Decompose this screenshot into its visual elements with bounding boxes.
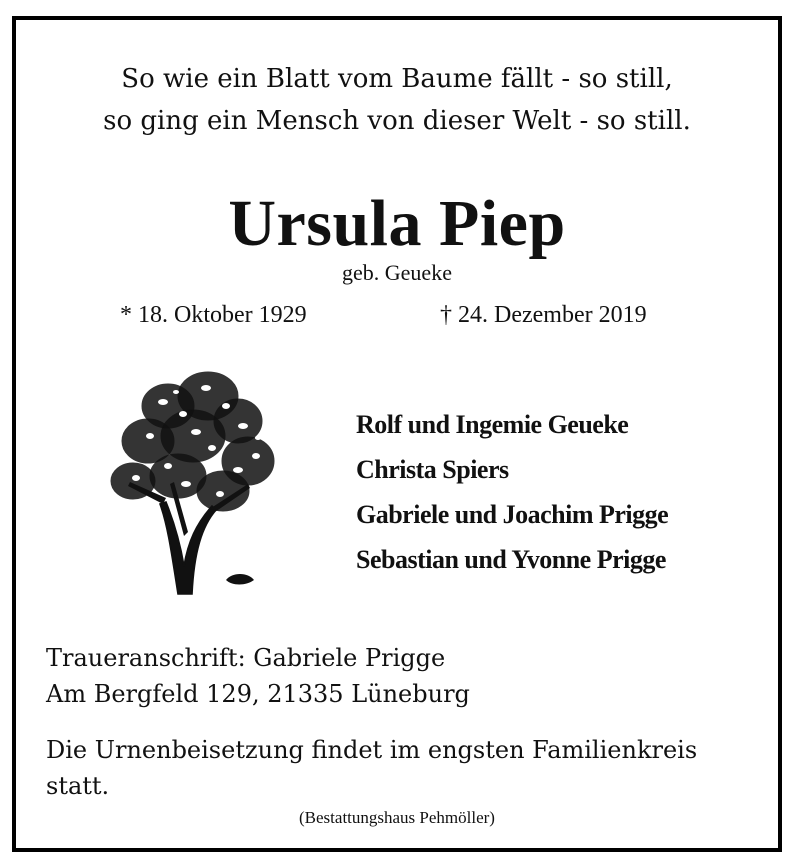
mourner-item: Rolf und Ingemie Geueke	[356, 410, 629, 439]
address-line-2: Am Bergfeld 129, 21335 Lüneburg	[46, 680, 470, 708]
deceased-name: Ursula Piep	[228, 187, 566, 260]
tree-icon	[108, 366, 278, 596]
address-line-1: Traueranschrift: Gabriele Prigge	[46, 644, 446, 672]
maiden-name: geb. Geueke	[342, 260, 452, 285]
birth-date: * 18. Oktober 1929	[120, 302, 307, 328]
mourner-item: Christa Spiers	[356, 455, 509, 484]
mourners-list	[356, 402, 668, 582]
death-date: † 24. Dezember 2019	[440, 302, 647, 328]
obituary-frame	[12, 16, 782, 852]
verse-line-2: so ging ein Mensch von dieser Welt - so still.	[103, 106, 691, 136]
mourner-item: Sebastian und Yvonne Prigge	[356, 545, 666, 574]
notice-line-2: statt.	[46, 772, 110, 800]
notice-line-1: Die Urnenbeisetzung findet im engsten Familienkreis	[46, 736, 698, 764]
verse-line-1: So wie ein Blatt vom Baume fällt - so still,	[121, 64, 673, 94]
mourner-item: Gabriele und Joachim Prigge	[356, 500, 669, 529]
funeral-home-credit: (Bestattungshaus Pehmöller)	[299, 808, 495, 827]
